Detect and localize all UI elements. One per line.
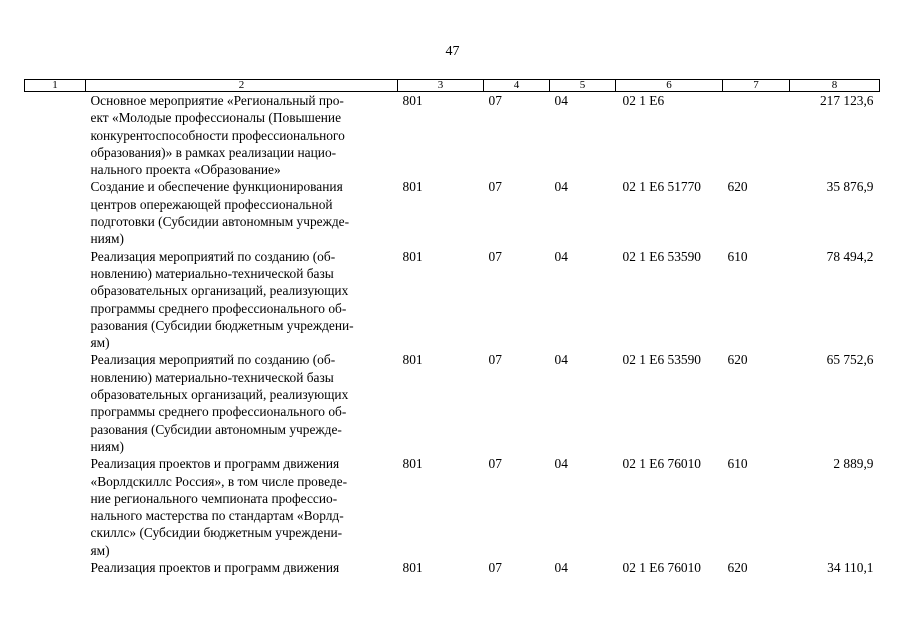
subsection-code-cell: 04 (554, 179, 568, 195)
expense-type-cell: 610 (727, 248, 748, 264)
column-number: 2 (86, 80, 398, 92)
table-row (25, 92, 880, 179)
row-number-cell (25, 559, 86, 576)
department-code-cell: 801 (402, 93, 423, 108)
column-number: 4 (484, 80, 550, 92)
description-line: ниям) (90, 438, 124, 454)
description-line: нального проекта «Образование» (90, 162, 281, 178)
department-code-cell: 801 (402, 248, 423, 264)
description-cell (86, 178, 398, 247)
column-number: 3 (398, 80, 484, 92)
section-code-cell: 07 (488, 179, 502, 195)
description-line: ект «Молодые профессионалы (Повышение (90, 110, 342, 126)
description-cell (86, 351, 398, 455)
amount-cell: 78 494,2 (826, 248, 874, 264)
amount-cell: 2 889,9 (833, 456, 874, 472)
target-article-cell: 02 1 E6 76010 (622, 456, 701, 472)
description-cell (86, 92, 398, 179)
amount-cell: 34 110,1 (827, 560, 874, 576)
description-line: ние регионального чемпионата профессио- (90, 490, 338, 506)
description-line: Реализация мероприятий по созданию (об- (90, 352, 336, 368)
column-number-row (25, 80, 880, 92)
expense-type-cell: 620 (727, 179, 748, 195)
section-code-cell: 07 (488, 352, 502, 368)
description-cell (86, 559, 398, 576)
row-number-cell (25, 178, 86, 247)
target-article-cell: 02 1 E6 76010 (622, 560, 701, 576)
department-code-cell: 801 (402, 352, 423, 368)
page-number: 47 (445, 44, 460, 59)
row-number-cell (25, 455, 86, 559)
description-line: Реализация проектов и программ движения (90, 456, 340, 472)
table-row (25, 559, 880, 576)
description-line: новлению) материально-технической базы (90, 369, 334, 385)
column-number: 8 (790, 80, 880, 92)
subsection-code-cell: 04 (554, 248, 568, 264)
department-code-cell: 801 (402, 179, 423, 195)
department-code-cell: 801 (402, 456, 423, 472)
description-line: программы среднего профессионального об- (90, 300, 347, 316)
description-line: разования (Субсидии автономным учрежде- (90, 421, 342, 437)
description-line: «Ворлдскиллс Россия», в том числе проведе- (90, 473, 348, 489)
description-line: ям) (90, 335, 110, 351)
description-line: Основное мероприятие «Региональный про- (90, 93, 344, 108)
amount-cell: 217 123,6 (819, 93, 874, 108)
target-article-cell: 02 1 E6 53590 (622, 352, 701, 368)
subsection-code-cell: 04 (554, 352, 568, 368)
description-line: образования)» в рамках реализации нацио- (90, 144, 337, 160)
subsection-code-cell: 04 (554, 560, 568, 576)
table-row (25, 178, 880, 247)
description-line: конкурентоспособности профессионального (90, 127, 345, 143)
description-cell (86, 248, 398, 352)
description-line: скиллс» (Субсидии бюджетным учреждени- (90, 525, 343, 541)
target-article-cell: 02 1 E6 51770 (622, 179, 701, 195)
description-line: Реализация мероприятий по созданию (об- (90, 248, 336, 264)
row-number-cell (25, 92, 86, 179)
description-line: ям) (90, 542, 110, 558)
description-line: Реализация проектов и программ движения (90, 560, 340, 576)
description-line: Создание и обеспечение функционирования (90, 179, 343, 195)
section-code-cell: 07 (488, 560, 502, 576)
row-number-cell (25, 351, 86, 455)
subsection-code-cell: 04 (554, 93, 568, 108)
column-number: 7 (723, 80, 790, 92)
table-row (25, 455, 880, 559)
section-code-cell: 07 (488, 93, 502, 108)
expense-type-cell: 620 (727, 352, 748, 368)
section-code-cell: 07 (488, 456, 502, 472)
row-number-cell (25, 248, 86, 352)
column-number: 5 (550, 80, 616, 92)
description-line: нального мастерства по стандартам «Ворлд- (90, 508, 344, 524)
description-line: ниям) (90, 231, 124, 247)
table-body (25, 92, 880, 577)
amount-cell: 65 752,6 (826, 352, 874, 368)
description-line: новлению) материально-технической базы (90, 265, 334, 281)
table-row (25, 248, 880, 352)
description-line: разования (Субсидии бюджетным учреждени- (90, 317, 354, 333)
target-article-cell: 02 1 E6 (622, 93, 665, 108)
budget-table (24, 79, 880, 576)
description-line: образовательных организаций, реализующих (90, 387, 349, 403)
table-row (25, 351, 880, 455)
amount-cell: 35 876,9 (826, 179, 874, 195)
description-line: подготовки (Субсидии автономным учрежде- (90, 214, 350, 230)
column-number: 6 (616, 80, 723, 92)
expense-type-cell: 620 (727, 560, 748, 576)
target-article-cell: 02 1 E6 53590 (622, 248, 701, 264)
description-line: программы среднего профессионального об- (90, 404, 347, 420)
expense-type-cell: 610 (727, 456, 748, 472)
description-line: образовательных организаций, реализующих (90, 283, 349, 299)
subsection-code-cell: 04 (554, 456, 568, 472)
column-number: 1 (25, 80, 86, 92)
section-code-cell: 07 (488, 248, 502, 264)
description-cell (86, 455, 398, 559)
description-line: центров опережающей профессиональной (90, 196, 333, 212)
department-code-cell: 801 (402, 560, 423, 576)
expense-type-cell (723, 92, 790, 179)
